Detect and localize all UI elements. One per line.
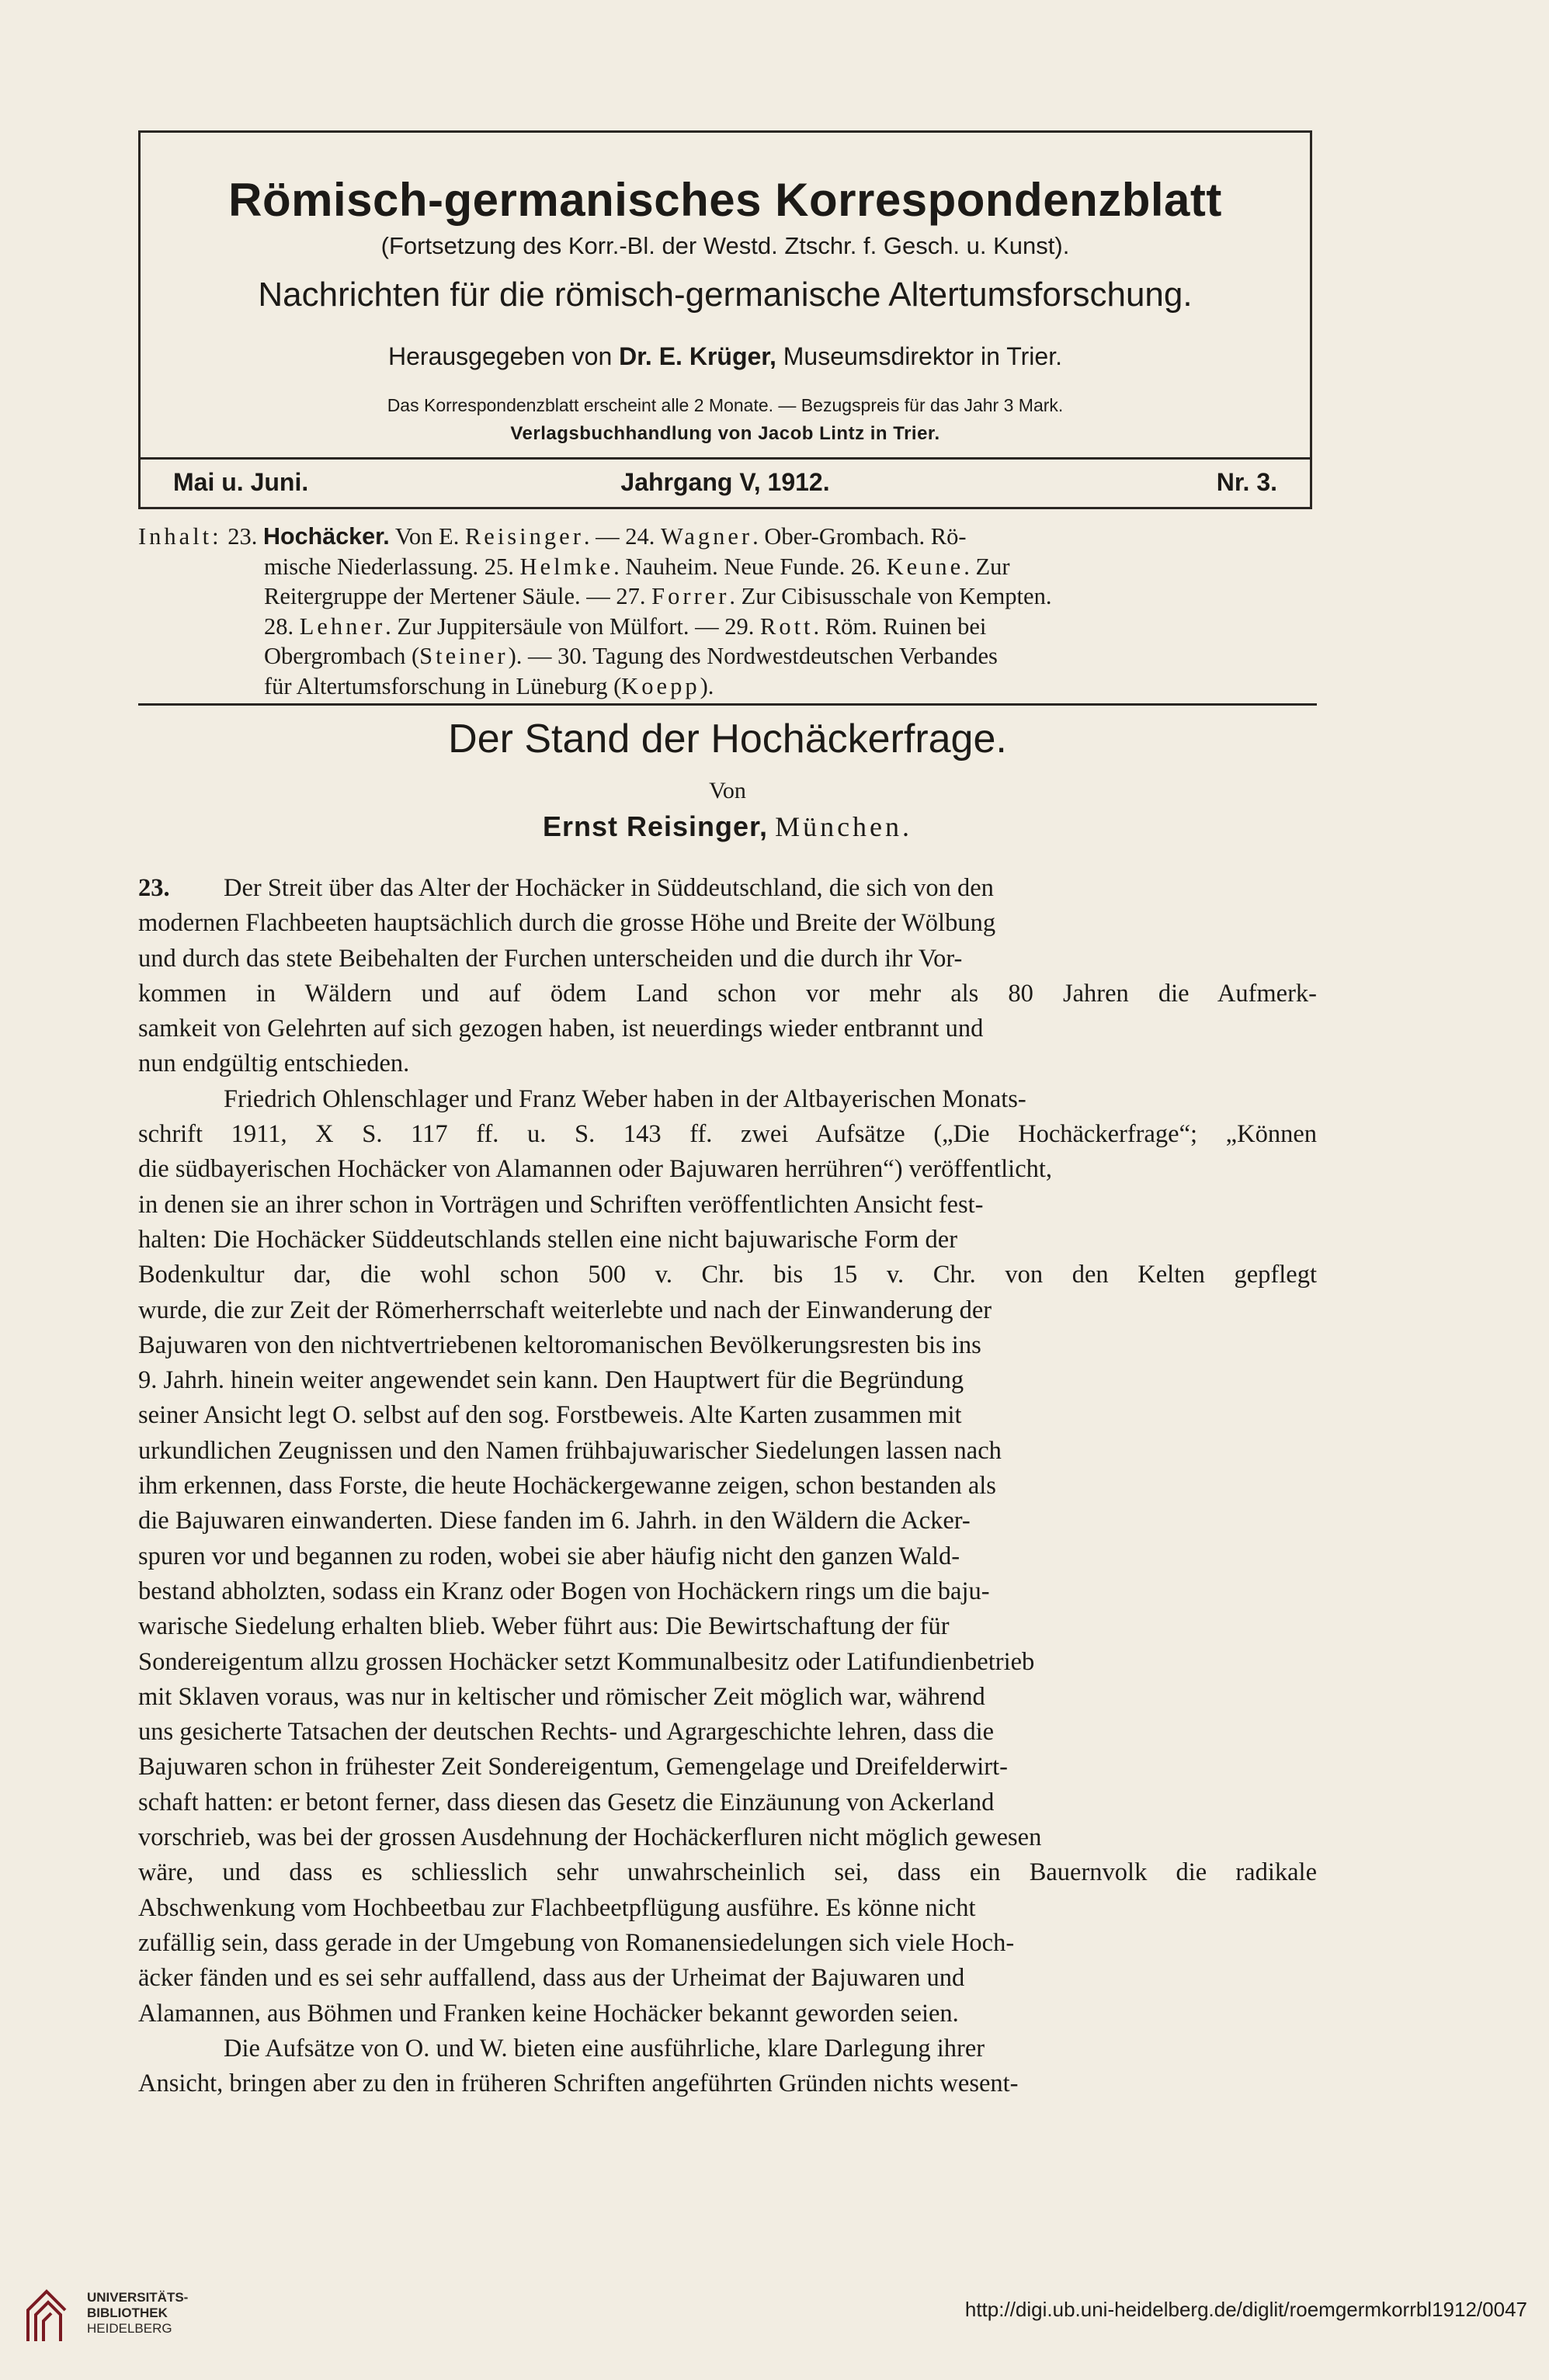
- body-line: [138, 1574, 1317, 1609]
- body-line: [138, 1961, 1317, 1996]
- body-line-text: bestand abholzten, sodass ein Kranz oder Bogen von Hochäckern rings um die baju-: [138, 1577, 990, 1605]
- contents-line: mische Niederlassung. 25. Helmke. Nauheim. Neue Funde. 26. Keune. Zur: [264, 553, 1010, 580]
- body-line: [138, 1046, 1317, 1081]
- author-name: Ernst Reisinger,: [542, 810, 769, 842]
- masthead-divider: [141, 457, 1310, 460]
- body-line-text: schaft hatten: er betont ferner, dass diesen das Gesetz die Einzäunung von Ackerland: [138, 1788, 995, 1816]
- source-url-link[interactable]: http://digi.ub.uni-heidelberg.de/diglit/roemgermkorrbl1912/0047: [964, 2298, 1527, 2321]
- body-line-text: 9. Jahrh. hinein weiter angewendet sein kann. Den Hauptwert für die Begründung: [138, 1366, 964, 1395]
- body-line: [138, 1680, 1317, 1715]
- body-line: [138, 1609, 1317, 1644]
- journal-tagline: Nachrichten für die römisch-germanische Altertumsforschung.: [258, 276, 1193, 314]
- body-line: [138, 1785, 1317, 1820]
- article-author: [138, 810, 1317, 843]
- body-line: [138, 1539, 1317, 1574]
- body-line-text: uns gesicherte Tatsachen der deutschen Rechts- und Agrargeschichte lehren, dass die: [138, 1718, 995, 1747]
- body-line-text: urkundlichen Zeugnissen und den Namen frühbajuwarischer Siedelungen lassen nach: [138, 1436, 1002, 1465]
- library-logo-icon: [23, 2287, 70, 2346]
- body-line: [138, 1469, 1317, 1504]
- contents-line: Obergrombach (Steiner). — 30. Tagung des Nordwestdeutschen Verbandes: [264, 643, 998, 669]
- issue-number: Nr. 3.: [1216, 468, 1277, 496]
- issue-months: Mai u. Juni.: [173, 468, 309, 496]
- journal-title: Römisch-germanisches Korrespondenzblatt: [228, 174, 1222, 226]
- body-line: [138, 1328, 1317, 1363]
- body-line-text: zufällig sein, dass gerade in der Umgebung von Romanensiedelungen sich viele Hoch-: [138, 1928, 1015, 1957]
- body-line-text: wurde, die zur Zeit der Römerherrschaft weiterlebte und nach der Einwanderung der: [138, 1296, 992, 1324]
- body-line-text: vorschrieb, was bei der grossen Ausdehnung der Hochäckerfluren nicht möglich gewesen: [138, 1823, 1042, 1852]
- body-line-text: Bodenkultur dar, die wohl schon 500 v. Chr. bis 15 v. Chr. von den Kelten gepflegt: [138, 1261, 1317, 1289]
- body-line: [138, 1363, 1317, 1398]
- frequency-line: Das Korrespondenzblatt erscheint alle 2 Monate. — Bezugspreis für das Jahr 3 Mark.: [387, 395, 1064, 415]
- library-name: UNIVERSITÄTS- BIBLIOTHEK HEIDELBERG: [87, 2290, 189, 2336]
- editor-suffix: Museumsdirektor in Trier.: [783, 342, 1062, 370]
- body-line: [138, 2066, 1317, 2101]
- body-line-text: und durch das stete Beibehalten der Furchen unterscheiden und die durch ihr Vor-: [138, 944, 963, 973]
- body-line-text: Friedrich Ohlenschlager und Franz Weber haben in der Altbayerischen Monats-: [224, 1084, 1026, 1113]
- contents-divider: [138, 703, 1317, 706]
- body-line: [138, 1715, 1317, 1750]
- author-city: München.: [775, 811, 913, 842]
- footer-bar: [0, 2274, 1549, 2380]
- body-line: [138, 1293, 1317, 1328]
- masthead-box: [138, 130, 1312, 509]
- body-line-text: Der Streit über das Alter der Hochäcker in Süddeutschland, die sich von den: [224, 874, 994, 902]
- body-line-text: Ansicht, bringen aber zu den in früheren Schriften angeführten Gründen nichts wesent-: [138, 2069, 1019, 2098]
- body-line-text: halten: Die Hochäcker Süddeutschlands stellen eine nicht bajuwarische Form der: [138, 1225, 958, 1254]
- body-line-text: Bajuwaren schon in frühester Zeit Sondereigentum, Gemengelage und Dreifelderwirt-: [138, 1753, 1008, 1782]
- article-by: Von: [709, 778, 746, 803]
- body-line-text: in denen sie an ihrer schon in Vorträgen und Schriften veröffentlichten Ansicht fest-: [138, 1190, 984, 1219]
- body-line-text: die Bajuwaren einwanderten. Diese fanden im 6. Jahrh. in den Wäldern die Acker-: [138, 1507, 971, 1535]
- body-line-text: modernen Flachbeeten hauptsächlich durch die grosse Höhe und Breite der Wölbung: [138, 909, 996, 938]
- body-line: [138, 1223, 1317, 1258]
- journal-subtitle: (Fortsetzung des Korr.-Bl. der Westd. Ztschr. f. Gesch. u. Kunst).: [380, 232, 1070, 259]
- body-line-text: wäre, und dass es schliesslich sehr unwahrscheinlich sei, dass ein Bauernvolk die radikale: [138, 1858, 1317, 1887]
- body-line: [138, 942, 1317, 977]
- editor-name: Dr. E. Krüger,: [619, 342, 776, 370]
- body-line-text: Die Aufsätze von O. und W. bieten eine ausführliche, klare Darlegung ihrer: [224, 2034, 985, 2063]
- body-line-text: warische Siedelung erhalten blieb. Weber führt aus: Die Bewirtschaftung der für: [138, 1612, 950, 1641]
- article-title: Der Stand der Hochäckerfrage.: [448, 716, 1007, 762]
- body-line: [138, 1082, 1317, 1117]
- contents-line: 28. Lehner. Zur Juppitersäule von Mülfort. — 29. Rott. Röm. Ruinen bei: [264, 612, 987, 640]
- body-line-text: schrift 1911, X S. 117 ff. u. S. 143 ff. zwei Aufsätze („Die Hochäckerfrage“; „Können: [138, 1120, 1317, 1149]
- body-line-text: seiner Ansicht legt O. selbst auf den sog. Forstbeweis. Alte Karten zusammen mit: [138, 1401, 962, 1430]
- editor-prefix: Herausgegeben von: [388, 342, 613, 370]
- contents-line: Reitergruppe der Mertener Säule. — 27. Forrer. Zur Cibisusschale von Kempten.: [264, 583, 1052, 609]
- body-line: [138, 2031, 1317, 2066]
- body-line: [138, 1926, 1317, 1961]
- body-line: [138, 1398, 1317, 1433]
- body-line-text: ihm erkennen, dass Forste, die heute Hochäckergewanne zeigen, schon bestanden als: [138, 1472, 996, 1501]
- body-line-text: spuren vor und begannen zu roden, wobei sie aber häufig nicht den ganzen Wald-: [138, 1542, 960, 1570]
- body-line-text: die südbayerischen Hochäcker von Alamannen oder Bajuwaren herrühren“) veröffentlicht,: [138, 1155, 1053, 1184]
- body-line: [138, 1504, 1317, 1539]
- body-line: [138, 1258, 1317, 1292]
- body-line: [138, 977, 1317, 1011]
- body-line-text: Bajuwaren von den nichtvertriebenen keltoromanischen Bevölkerungsresten bis ins: [138, 1331, 981, 1359]
- body-line: [138, 871, 1317, 906]
- body-line: [138, 1188, 1317, 1223]
- body-line: [138, 1152, 1317, 1187]
- article-body: [138, 871, 1317, 2101]
- body-line: [138, 1645, 1317, 1680]
- body-line-text: Abschwenkung vom Hochbeetbau zur Flachbeetpflügung ausführe. Es könne nicht: [138, 1893, 976, 1922]
- body-line-text: nun endgültig entschieden.: [138, 1049, 410, 1078]
- body-line-text: kommen in Wäldern und auf ödem Land schon vor mehr als 80 Jahren die Aufmerk-: [138, 979, 1317, 1008]
- editor-line: [141, 342, 1310, 371]
- issue-line: [173, 468, 1277, 502]
- body-line: [138, 1011, 1317, 1046]
- body-line: [138, 1117, 1317, 1152]
- article-number: 23.: [138, 874, 170, 902]
- body-line: [138, 906, 1317, 941]
- publisher-line: Verlagsbuchhandlung von Jacob Lintz in Trier.: [510, 423, 940, 444]
- contents-line: Inhalt: 23. Hochäcker. Von E. Reisinger. — 24. Wagner. Ober-Grombach. Rö-: [138, 523, 967, 550]
- body-line-text: samkeit von Gelehrten auf sich gezogen haben, ist neuerdings wieder entbrannt und: [138, 1015, 984, 1043]
- body-line: [138, 1434, 1317, 1469]
- body-line-text: äcker fänden und es sei sehr auffallend, dass aus der Urheimat der Bajuwaren und: [138, 1964, 965, 1993]
- body-line-text: Alamannen, aus Böhmen und Franken keine Hochäcker bekannt geworden seien.: [138, 1999, 959, 2028]
- body-line: [138, 1750, 1317, 1785]
- table-of-contents: [138, 522, 1317, 701]
- body-line: [138, 1891, 1317, 1926]
- body-line-text: Sondereigentum allzu grossen Hochäcker setzt Kommunalbesitz oder Latifundienbetrieb: [138, 1647, 1035, 1676]
- contents-line: für Altertumsforschung in Lüneburg (Koepp).: [264, 672, 714, 699]
- body-line: [138, 1855, 1317, 1890]
- body-line: [138, 1997, 1317, 2031]
- body-line: [138, 1820, 1317, 1855]
- body-line-text: mit Sklaven voraus, was nur in keltischer und römischer Zeit möglich war, während: [138, 1682, 985, 1711]
- issue-volume: Jahrgang V, 1912.: [620, 468, 830, 496]
